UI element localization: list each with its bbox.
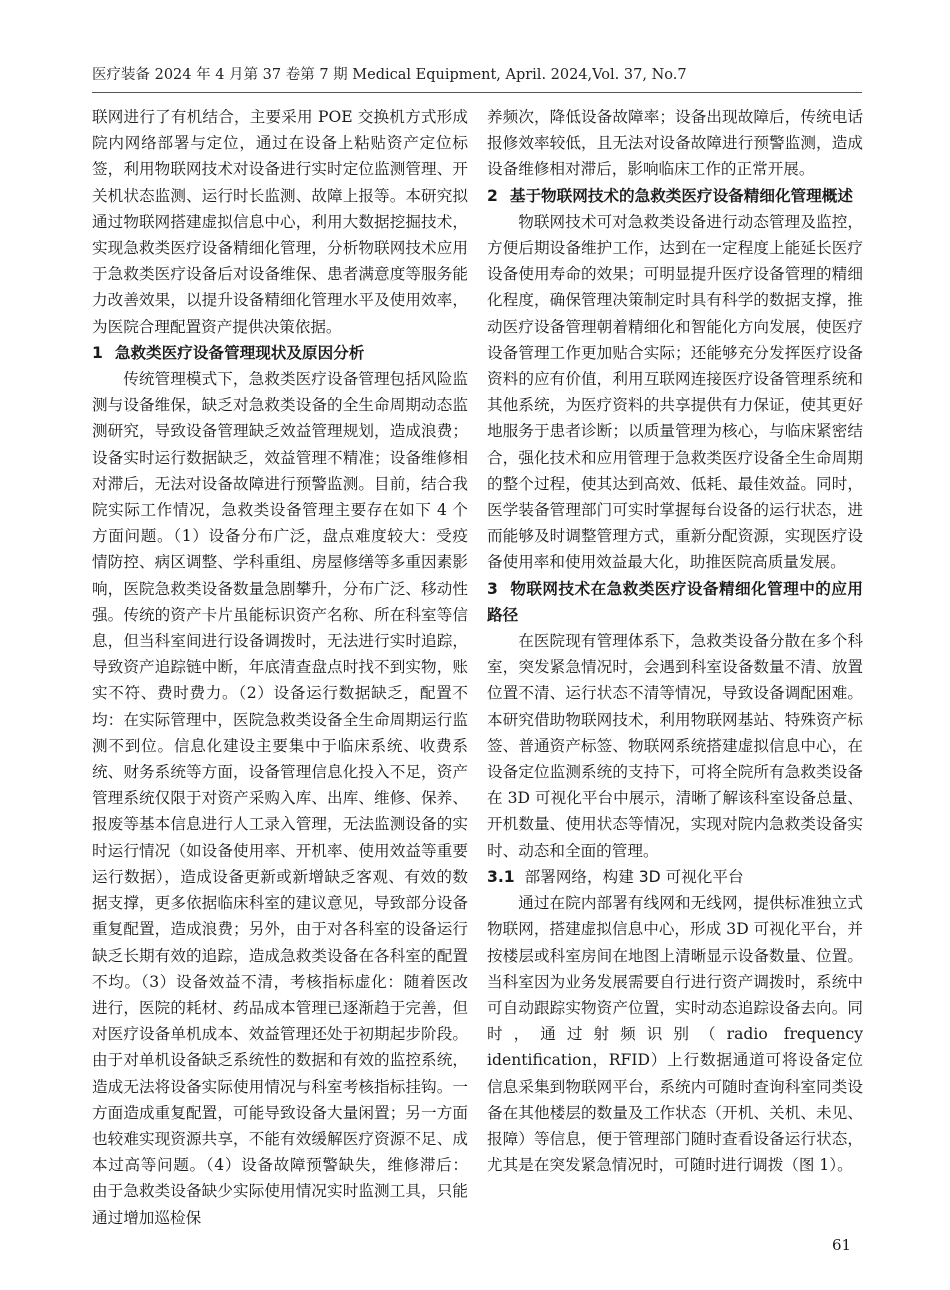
subsection-3-1-title: 部署网络，构建 3D 可视化平台 (524, 867, 744, 886)
subsection-3-1-number: 3.1 (487, 867, 515, 886)
section-3-number: 3 (487, 579, 498, 598)
section-1-number: 1 (92, 343, 103, 362)
right-column (487, 104, 863, 1178)
subsection-3-1-paragraph: 通过在院内部署有线网和无线网，提供标准独立式物联网，搭建虚拟信息中心，形成 3D 可视化平台，并按楼层或科室房间在地图上清晰显示设备数量、位置。当科室因为业务发展需要自行进行资产调拨时，系统中可自动跟踪实物资产位置，实时动态追踪设备去向。同时，通过射频识别（radio frequency identification，RFID）上行数据通道可将设备定位信息采集到物联网平台，系统内可随时查询科室同类设备在其他楼层的数量及工作状态（开机、关机、未见、报障）等信息，便于管理部门随时查看设备运行状态，尤其是在突发紧急情况时，可随时进行调拨（图 1）。 (487, 894, 863, 1175)
left-column (92, 104, 468, 1231)
section-3-paragraph: 在医院现有管理体系下，急救类设备分散在多个科室，突发紧急情况时，会遇到科室设备数量不清、放置位置不清、运行状态不清等情况，导致设备调配困难。本研究借助物联网技术，利用物联网基站、特殊资产标签、普通资产标签、物联网系统搭建虚拟信息中心，在设备定位监测系统的支持下，可将全院所有急救类设备在 3D 可视化平台中展示，清晰了解该科室设备总量、开机数量、使用状态等情况，实现对院内急救类设备实时、动态和全面的管理。 (487, 632, 863, 860)
running-head: 医疗装备 2024 年 4 月第 37 卷第 7 期 Medical Equipment, April. 2024,Vol. 37, No.7 (92, 67, 687, 83)
subsection-3-1-heading (487, 864, 863, 890)
intro-paragraph-continued: 联网进行了有机结合，主要采用 POE 交换机方式形成院内网络部署与定位，通过在设备上粘贴资产定位标签，利用物联网技术对设备进行实时定位监测管理、开关机状态监测、运行时长监测、故障上报等。本研究拟通过物联网搭建虚拟信息中心，利用大数据挖掘技术，实现急救类医疗设备精细化管理，分析物联网技术应用于急救类医疗设备后对设备维保、患者满意度等服务能力改善效果，以提升设备精细化管理水平及使用效率，为医院合理配置资产提供决策依据。 (92, 108, 468, 336)
section-2-number: 2 (487, 186, 498, 205)
section-2-title: 基于物联网技术的急救类医疗设备精细化管理概述 (509, 186, 853, 205)
section-3-title: 物联网技术在急救类医疗设备精细化管理中的应用路径 (487, 579, 863, 624)
header-rule (92, 92, 862, 93)
section-1-paragraph: 传统管理模式下，急救类医疗设备管理包括风险监测与设备维保，缺乏对急救类设备的全生命周期动态监测研究，导致设备管理缺乏效益管理规划，造成浪费；设备实时运行数据缺乏，效益管理不精准；设备维修相对滞后，无法对设备故障进行预警监测。目前，结合我院实际工作情况，急救类设备管理主要存在如下 4 个方面问题。（1）设备分布广泛，盘点难度较大：受疫情防控、病区调整、学科重组、房屋修缮等多重因素影响，医院急救类设备数量急剧攀升，分布广泛、移动性强。传统的资产卡片虽能标识资产名称、所在科室等信息，但当科室间进行设备调拨时，无法进行实时追踪，导致资产追踪链中断，年底清查盘点时找不到实物，账实不符、费时费力。（2）设备运行数据缺乏，配置不均：在实际管理中，医院急救类设备全生命周期运行监测不到位。信息化建设主要集中于临床系统、收费系统、财务系统等方面，设备管理信息化投入不足，资产管理系统仅限于对资产采购入库、出库、维修、保养、报废等基本信息进行人工录入管理，无法监测设备的实时运行情况（如设备使用率、开机率、使用效益等重要运行数据），造成设备更新或新增缺乏客观、有效的数据支撑，更多依据临床科室的建议意见，导致部分设备重复配置，造成浪费；另外，由于对各科室的设备运行缺乏长期有效的追踪，造成急救类设备在各科室的配置不均。（3）设备效益不清，考核指标虚化：随着医改进行，医院的耗材、药品成本管理已逐渐趋于完善，但对医疗设备单机成本、效益管理还处于初期起步阶段。由于对单机设备缺乏系统性的数据和有效的监控系统，造成无法将设备实际使用情况与科室考核指标挂钩。一方面造成重复配置，可能导致设备大量闲置；另一方面也较难实现资源共享，不能有效缓解医疗资源不足、成本过高等问题。（4）设备故障预警缺失，维修滞后：由于急救类设备缺少实际使用情况实时监测工具，只能通过增加巡检保 (92, 370, 468, 1227)
section-1-paragraph-continued: 养频次，降低设备故障率；设备出现故障后，传统电话报修效率较低，且无法对设备故障进行预警监测，造成设备维修相对滞后，影响临床工作的正常开展。 (487, 108, 863, 179)
page-number: 61 (832, 1236, 852, 1254)
section-1-heading (92, 340, 468, 366)
section-2-heading (487, 183, 863, 209)
section-3-heading (487, 576, 863, 628)
section-2-paragraph: 物联网技术可对急救类设备进行动态管理及监控，方便后期设备维护工作，达到在一定程度上能延长医疗设备使用寿命的效果；可明显提升医疗设备管理的精细化程度，确保管理决策制定时具有科学的数据支撑，推动医疗设备管理朝着精细化和智能化方向发展，使医疗设备管理工作更加贴合实际；还能够充分发挥医疗设备资料的应有价值，利用互联网连接医疗设备管理系统和其他系统，为医疗资料的共享提供有力保证，使其更好地服务于患者诊断；以质量管理为核心，与临床紧密结合，强化技术和应用管理于急救类医疗设备全生命周期的整个过程，使其达到高效、低耗、最佳效益。同时，医学装备管理部门可实时掌握每台设备的运行状态，进而能够及时调整管理方式，重新分配资源，实现医疗设备使用率和使用效益最大化，助推医院高质量发展。 (487, 212, 863, 572)
section-1-title: 急救类医疗设备管理现状及原因分析 (114, 343, 365, 362)
